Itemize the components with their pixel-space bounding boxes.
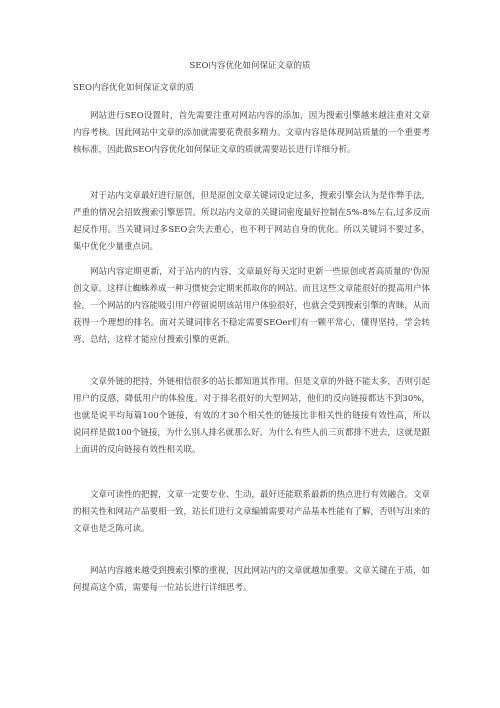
document-title: SEO内容优化如何保证文章的质: [189, 61, 311, 71]
paragraph: 对于站内文章最好进行原创，但是原创文章关键词设定过多，搜索引擎会认为是作弊手法，严重的情况会招致搜索引擎惩罚。所以站内文章的关键词密度最好控制在5%-8%左右,过多反而起反作用。当关键词过多SEO会失去重心，也不利于网站自身的优化。所以关键词不要过多，集中优化少量重点词。: [73, 191, 431, 252]
paragraph: 网站进行SEO设置时，首先需要注重对网站内容的添加，因为搜索引擎越来越注重对文章内容考核。因此网站中文章的添加就需要花费很多精力。文章内容是体现网站质量的一个重要考核标准，因此做SEO内容优化如何保证文章的质就需要站长进行详细分析。: [73, 111, 431, 155]
paragraph: 文章外链的把持，外链相信很多的站长都知道其作用。但是文章的外链不能太多，否则引起用户的反感，降低用户的体验度。对于排名很好的大型网站，他们的反向链接都达不到30%，也就是说平均每篇100个链接，有效的才30个相关性的链接比非相关性的链接有效性高，所以说同样是做100个链接，为什么别人排名就那么好，为什么有些人前三页都排不进去，这就是跟上面讲的反向链接有效性相关联。: [73, 377, 431, 455]
paragraph: 网站内容定期更新，对于站内的内容，文章最好每天定时更新一些原创或者高质量的'伪原创文章。这样让蜘蛛养成一种习惯使会定期来抓取你的网站。而且这些文章能很好的提高用户体验，一个网站的内容能吸引用户停留说明该站用户体验很好，也就会受到搜索引擎的青睐，从而获得一个理想的排名。面对关键词排名不稳定需要SEOer们有一颗平常心，懂得坚持，学会转弯、总结，这样才能应付搜索引擎的更新。: [73, 267, 431, 345]
document-subtitle: SEO内容优化如何保证文章的质: [73, 83, 194, 93]
paragraph: 网站内容越来越受到搜索引擎的重视，因此网站内的文章就越加重要。文章关键在于质，如何提高这个质，需要每一位站长进行详细思考。: [73, 566, 431, 593]
paragraph: 文章可读性的把握，文章一定要专业、生动，最好还能联系最新的热点进行有效融合。文章的相关性和网站产品要相一致，站长们进行文章编辑需要对产品基本性能有了解，否则写出来的文章也是乏陈可读。: [73, 490, 431, 534]
